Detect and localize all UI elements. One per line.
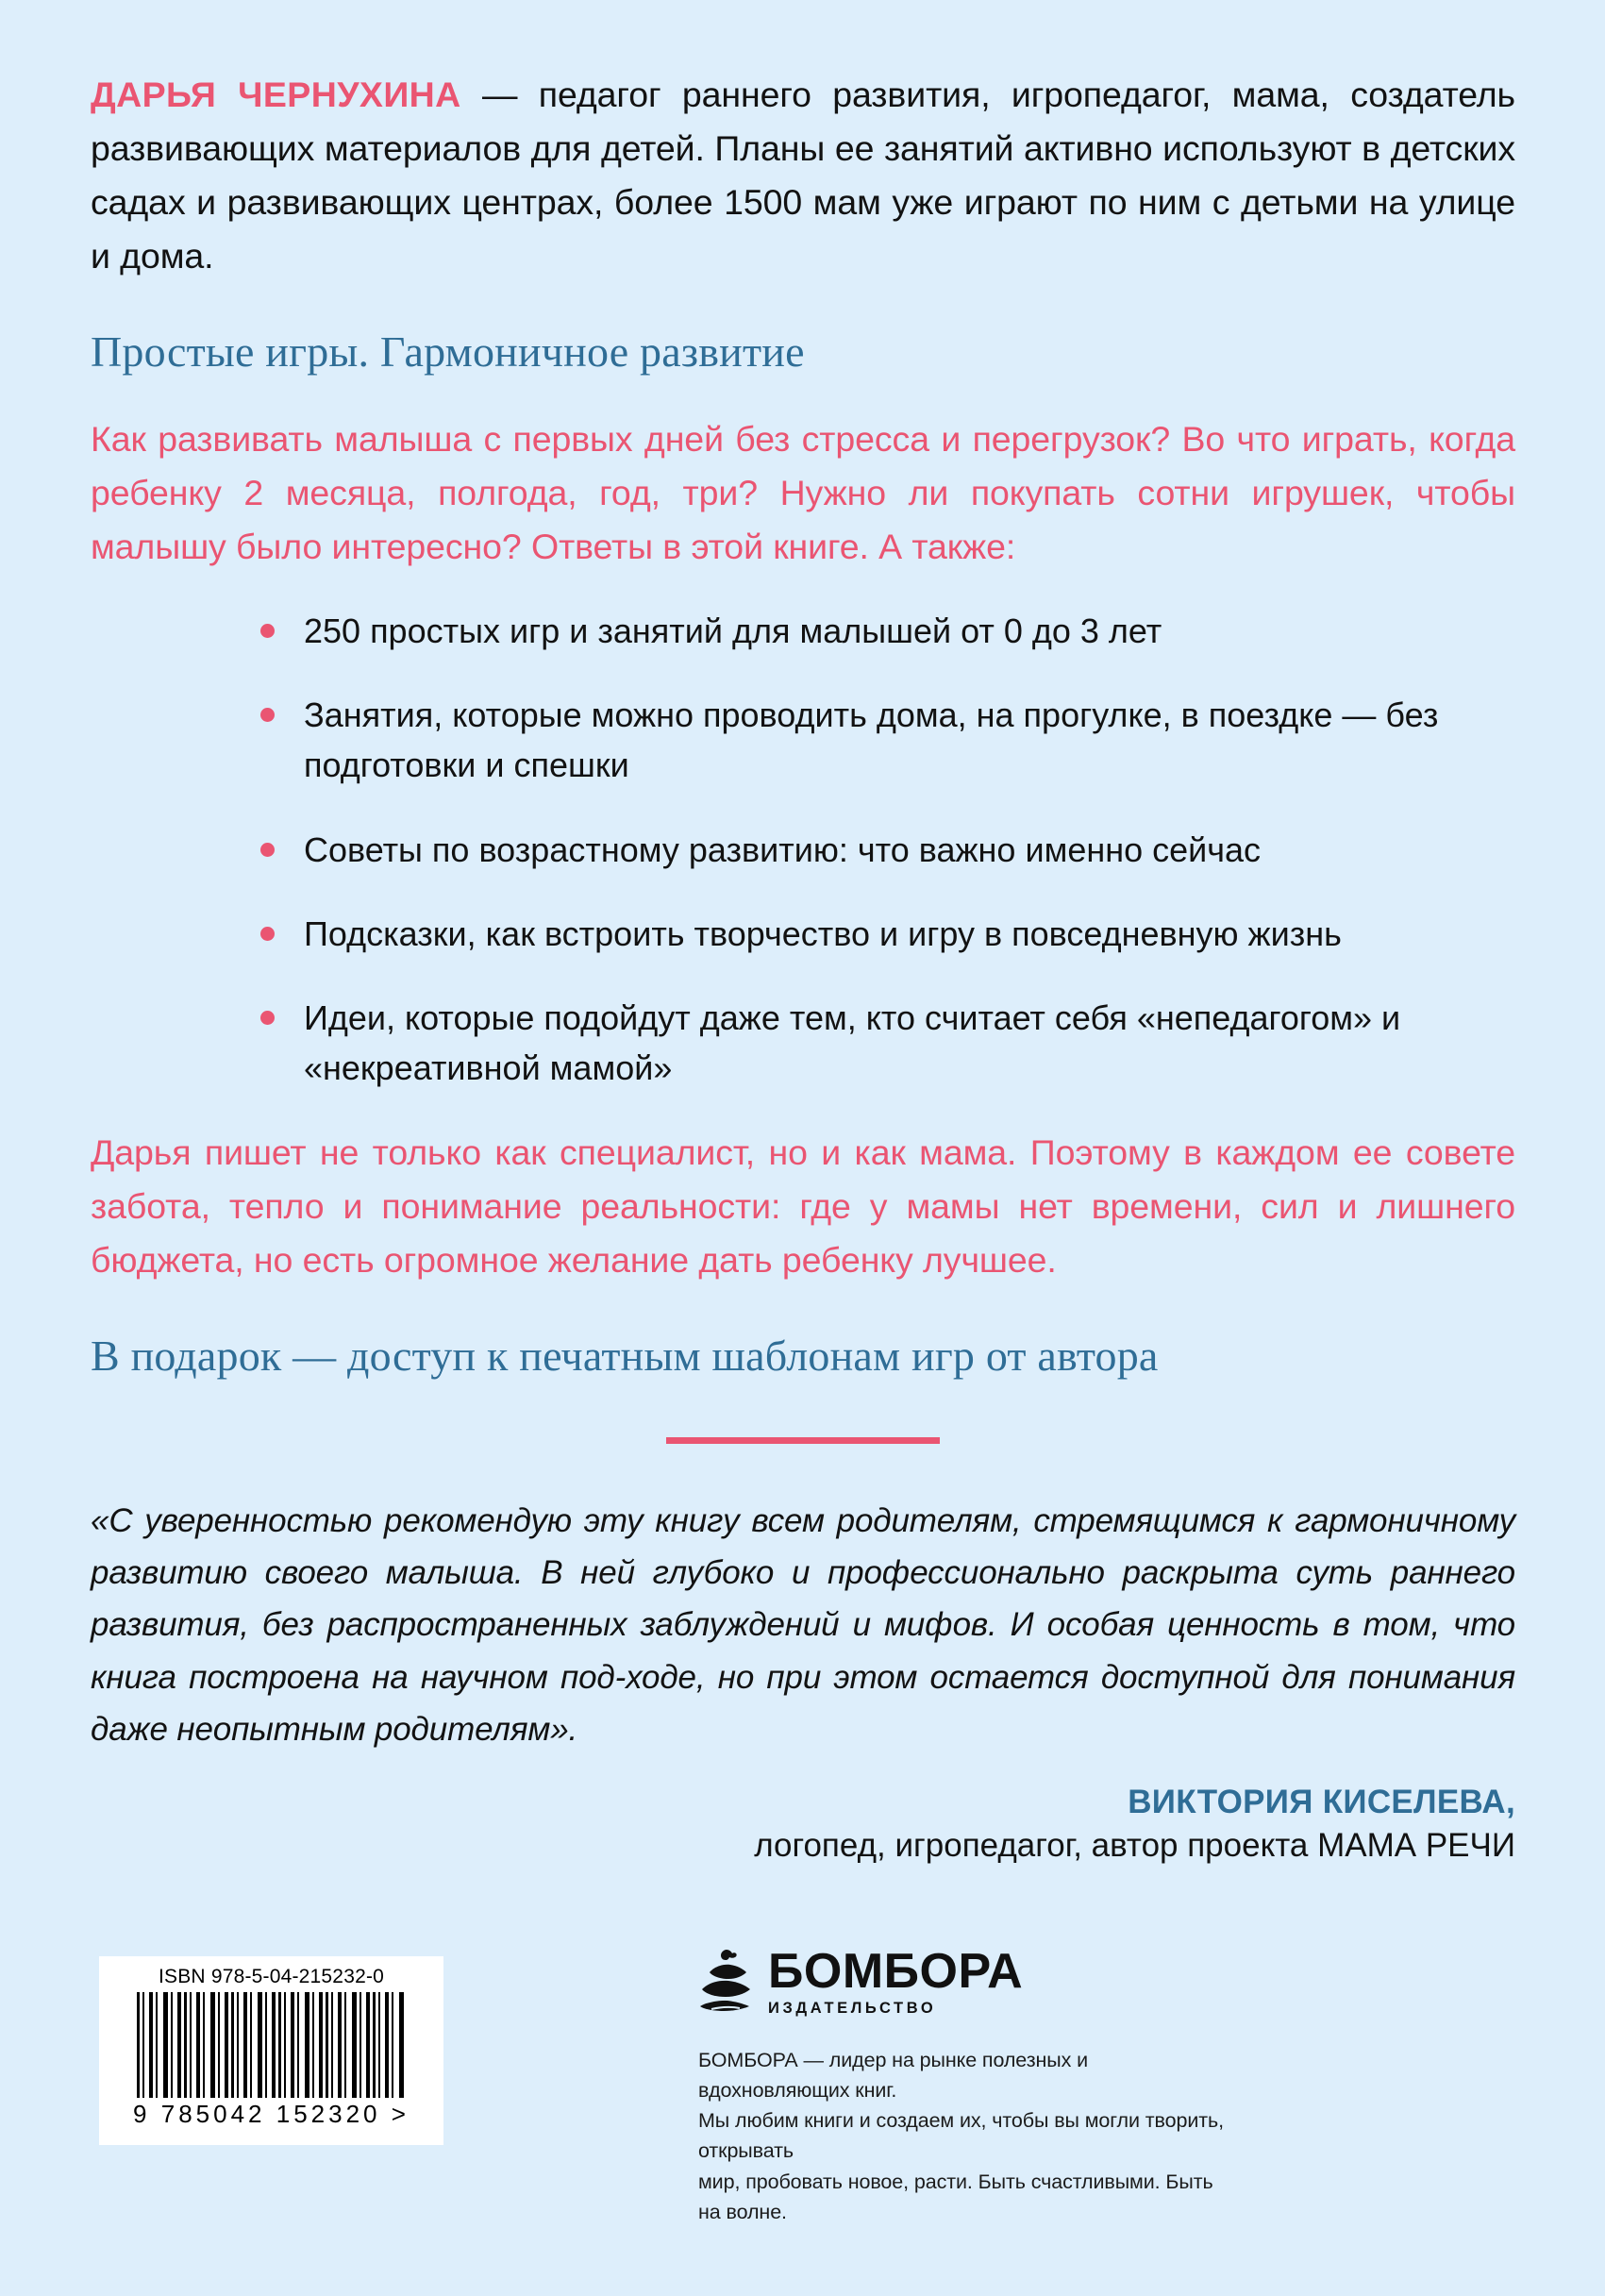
section-heading-bonus: В подарок — доступ к печатным шаблонам игр от автора bbox=[91, 1331, 1159, 1380]
testimonial-quote: «С уверенностью рекомендую эту книгу всем родителям, стремящимся к гармоничному развитию своего малыша. В ней глубоко и профессионально раскрыта суть раннего развития, без распространенных заблуждений и мифов. И особая ценность в том, что книга построена на научном под-ходе, но при этом остается доступной для понимания даже неопытным родителям». bbox=[91, 1501, 1515, 1748]
list-item bbox=[260, 993, 1515, 1094]
list-item bbox=[260, 690, 1515, 791]
barcode-bars-graphic bbox=[137, 1992, 407, 2098]
barcode-digits bbox=[133, 2100, 410, 2129]
bullet-dot-icon bbox=[260, 624, 275, 638]
publisher-blurb-line: мир, пробовать новое, расти. Быть счастливыми. Быть на волне. bbox=[698, 2170, 1213, 2223]
section-heading-primary: Простые игры. Гармоничное развитие bbox=[91, 327, 805, 376]
barcode-digit-group-left: 9 bbox=[133, 2100, 151, 2128]
publisher-subtitle: ИЗДАТЕЛЬСТВО bbox=[768, 2000, 937, 2017]
list-item-text: Идеи, которые подойдут даже тем, кто считает себя «непедагогом» и «некреативной мамой» bbox=[304, 998, 1401, 1088]
bombora-wave-logo-icon bbox=[698, 1948, 755, 2016]
publisher-name: БОМБОРА bbox=[768, 1944, 1024, 1999]
list-item bbox=[260, 909, 1515, 959]
closing-paragraph: Дарья пишет не только как специалист, но и как мама. Поэтому в каждом ее совете забота, тепло и понимание реальности: где у мамы нет времени, сил и лишнего бюджета, но есть огромное желание дать ребенку лучшее. bbox=[91, 1131, 1515, 1280]
author-intro-paragraph bbox=[91, 68, 1515, 283]
publisher-logo-text bbox=[768, 1944, 1024, 2017]
list-item-text: Советы по возрастному развитию: что важно именно сейчас bbox=[304, 830, 1262, 869]
isbn-label: ISBN 978-5-04-215232-0 bbox=[158, 1966, 385, 1987]
bullet-dot-icon bbox=[260, 708, 275, 722]
testimonial-author-role: логопед, игропедагог, автор проекта МАМА РЕЧИ bbox=[754, 1827, 1515, 1865]
feature-bullet-list bbox=[91, 606, 1515, 1094]
author-name: ДАРЬЯ ЧЕРНУХИНА bbox=[91, 75, 461, 114]
cover-footer bbox=[0, 1937, 1605, 2296]
publisher-blurb bbox=[698, 2045, 1227, 2228]
publisher-blurb-line: БОМБОРА — лидер на рынке полезных и вдохновляющих книг. bbox=[698, 2048, 1089, 2102]
bullet-dot-icon bbox=[260, 927, 275, 941]
divider-wrapper bbox=[91, 1437, 1515, 1444]
publisher-block bbox=[698, 1944, 1227, 2227]
list-item-text: Подсказки, как встроить творчество и игру в повседневную жизнь bbox=[304, 913, 1342, 953]
barcode-digit-group-main: 785042 bbox=[160, 2100, 266, 2128]
publisher-logo bbox=[698, 1944, 1227, 2017]
bullet-dot-icon bbox=[260, 1011, 275, 1025]
barcode-digit-group-right: 152320 bbox=[276, 2100, 381, 2128]
isbn-barcode bbox=[99, 1956, 443, 2145]
publisher-blurb-line: Мы любим книги и создаем их, чтобы вы могли творить, открывать bbox=[698, 2109, 1224, 2163]
bullet-dot-icon bbox=[260, 843, 275, 857]
barcode-digit-suffix: > bbox=[391, 2100, 410, 2128]
author-intro-text: — педагог раннего развития, игропедагог, мама, создатель развивающих материалов для детей. Планы ее занятий активно используют в детских садах и развивающих центрах, более 1500 мам уже играют по ним с детьми на улице и дома. bbox=[91, 75, 1515, 276]
cover-content bbox=[91, 68, 1515, 1865]
list-item-text: 250 простых игр и занятий для малышей от 0 до 3 лет bbox=[304, 611, 1162, 650]
section-divider bbox=[666, 1437, 940, 1444]
list-item bbox=[260, 825, 1515, 875]
list-item-text: Занятия, которые можно проводить дома, на прогулке, в поездке — без подготовки и спешки bbox=[304, 696, 1439, 785]
lead-paragraph: Как развивать малыша с первых дней без стресса и перегрузок? Во что играть, когда ребенку 2 месяца, полгода, год, три? Нужно ли покупать сотни игрушек, чтобы малышу было интересно? Ответы в этой книге. А также: bbox=[91, 418, 1515, 566]
list-item bbox=[260, 606, 1515, 656]
testimonial-attribution bbox=[91, 1784, 1515, 1865]
testimonial-author-name: ВИКТОРИЯ КИСЕЛЕВА, bbox=[1128, 1784, 1515, 1821]
